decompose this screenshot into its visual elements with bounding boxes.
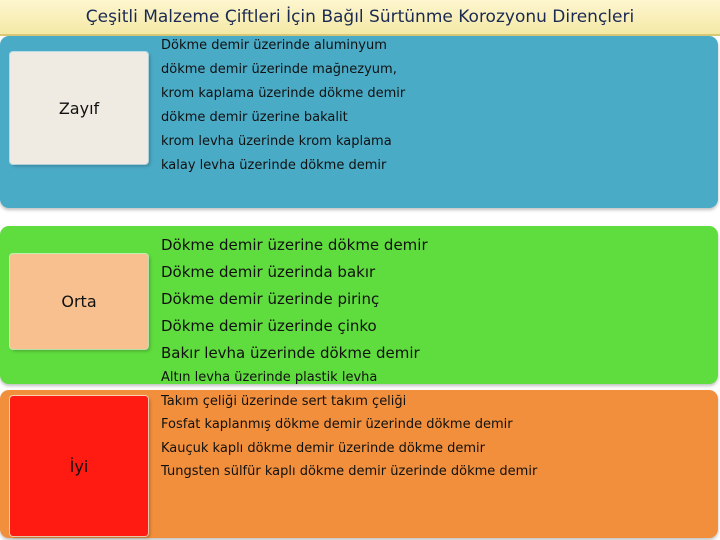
- page-title: Çeşitli Malzeme Çiftleri İçin Bağıl Sürtünme Korozyonu Dirençleri: [0, 0, 720, 36]
- weak-pairs-list: [161, 34, 405, 178]
- list-item: Fosfat kaplanmış dökme demir üzerinde dökme demir: [161, 417, 513, 432]
- list-item: dökme demir üzerine bakalit: [161, 110, 348, 125]
- list-item: Kauçuk kaplı dökme demir üzerinde dökme demir: [161, 440, 485, 456]
- rating-label-weak: Zayıf: [10, 52, 148, 164]
- list-item: krom kaplama üzerinde dökme demir: [161, 86, 406, 101]
- rating-label-medium: Orta: [10, 254, 148, 349]
- list-item: dökme demir üzerinde mağnezyum,: [161, 62, 397, 77]
- medium-pairs-list: [161, 232, 428, 367]
- list-item: Takım çeliği üzerinde sert takım çeliği: [161, 393, 407, 409]
- list-item: kalay levha üzerinde dökme demir: [161, 158, 387, 173]
- list-item: Bakır levha üzerinde dökme demir: [161, 344, 420, 362]
- rating-label-good: İyi: [10, 396, 148, 536]
- list-item: Dökme demir üzerinde aluminyum: [161, 38, 387, 53]
- list-item: Tungsten sülfür kaplı dökme demir üzerinde dökme demir: [161, 464, 538, 479]
- list-item: Dökme demir üzerine dökme demir: [161, 236, 428, 254]
- list-item: Dökme demir üzerinde pirinç: [161, 290, 380, 308]
- list-item: Dökme demir üzerinde çinko: [161, 317, 377, 335]
- good-pairs-list: [161, 366, 537, 484]
- list-item: krom levha üzerinde krom kaplama: [161, 134, 392, 149]
- list-item: Dökme demir üzerinda bakır: [161, 263, 376, 281]
- list-item: Altın levha üzerinde plastik levha: [161, 370, 378, 385]
